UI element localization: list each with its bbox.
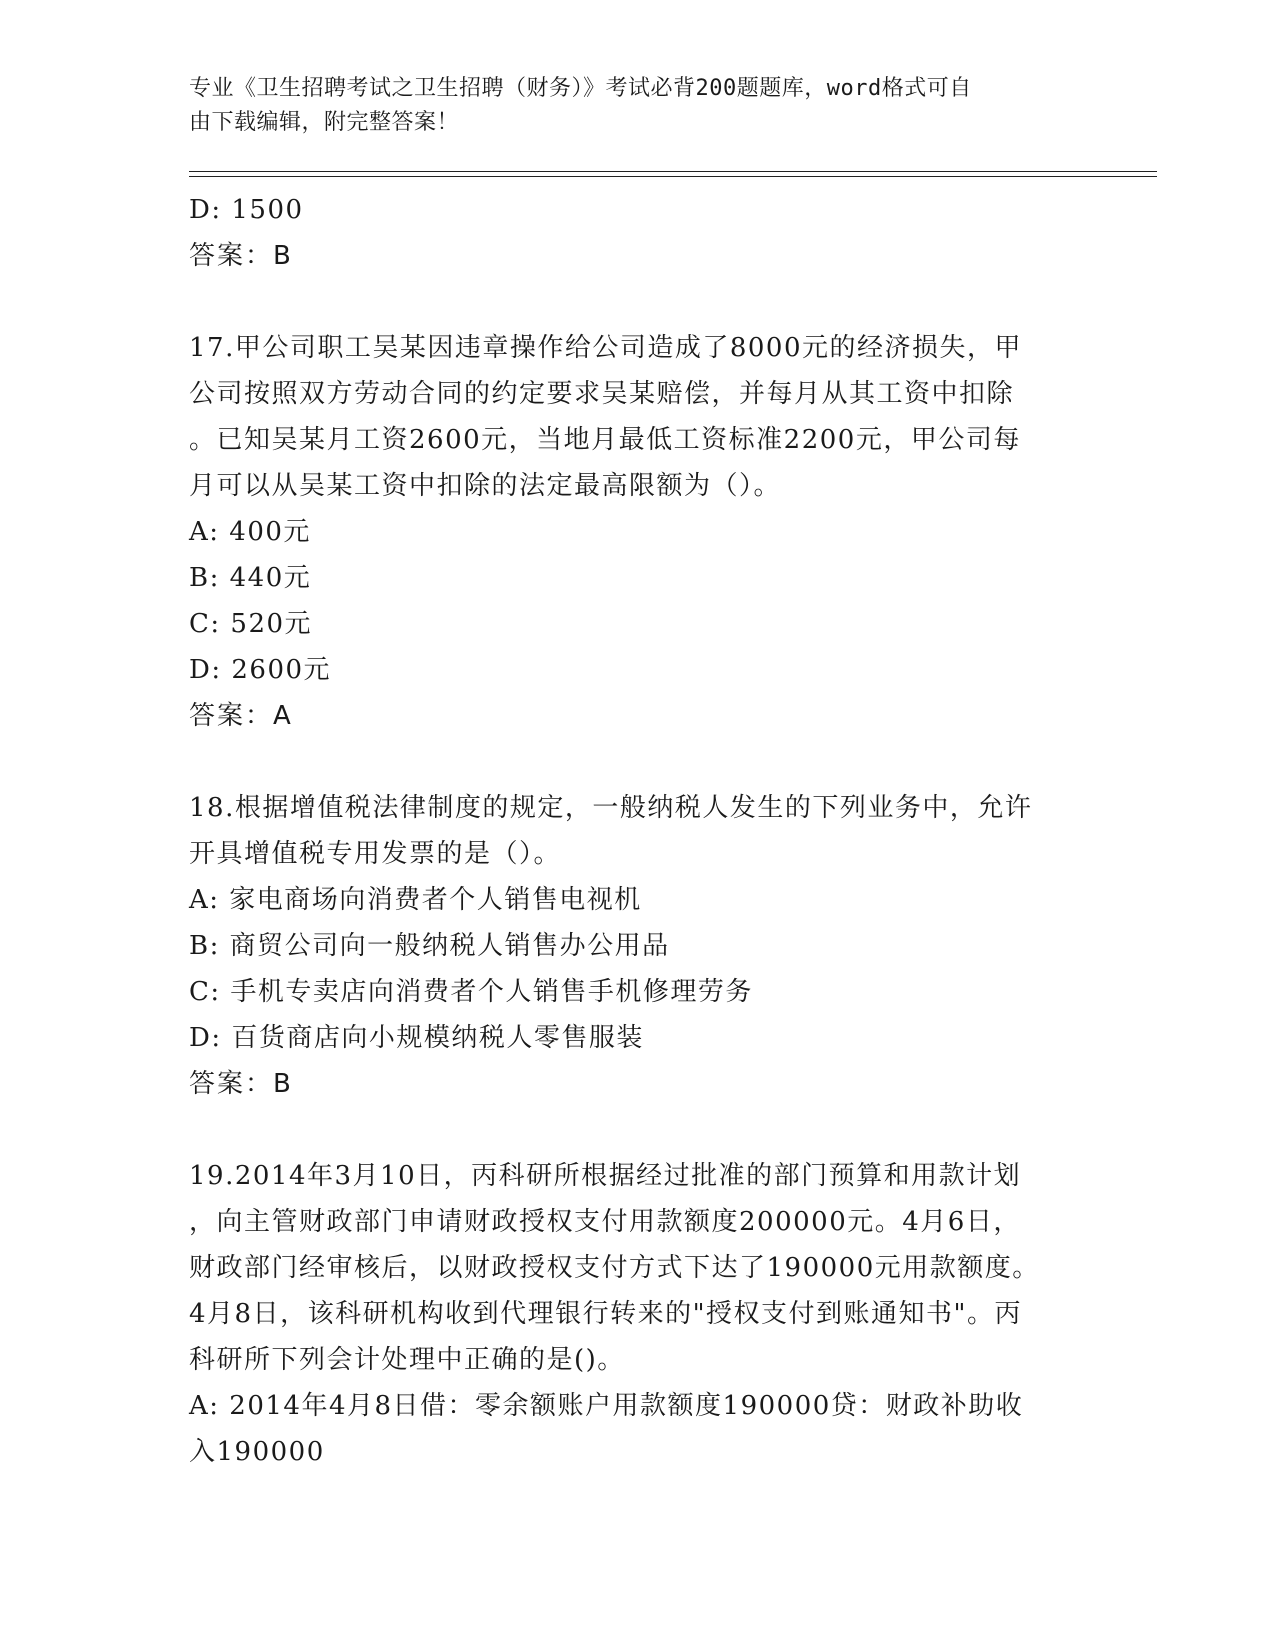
question-17-option-d: D: 2600元 (189, 655, 332, 685)
question-17 (189, 325, 1089, 739)
question-17-option-b: B: 440元 (189, 563, 312, 593)
question-19-option-a: A: 2014年4月8日借：零余额账户用款额度190000贷：财政补助收 (189, 1391, 1024, 1421)
spacer (189, 1107, 1089, 1153)
question-19-text-line: 科研所下列会计处理中正确的是()。 (189, 1345, 625, 1375)
question-18-answer: 答案：B (189, 1069, 293, 1099)
question-content (189, 187, 1089, 1475)
question-18-text-line: 开具增值税专用发票的是（）。 (189, 839, 562, 869)
header-title-line-1: 专业《卫生招聘考试之卫生招聘（财务）》考试必背200题题库，word格式可自 (189, 76, 972, 101)
question-19-text-line: ，向主管财政部门申请财政授权支付用款额度200000元。4月6日， (189, 1207, 1021, 1237)
question-17-text-line: 17.甲公司职工吴某因违章操作给公司造成了8000元的经济损失，甲 (189, 333, 1023, 363)
question-17-option-c: C: 520元 (189, 609, 313, 639)
question-17-text-line: 月可以从吴某工资中扣除的法定最高限额为（）。 (189, 471, 782, 501)
question-17-text-line: 公司按照双方劳动合同的约定要求吴某赔偿，并每月从其工资中扣除 (189, 379, 1015, 409)
question-17-answer: 答案：A (189, 701, 293, 731)
question-18 (189, 785, 1089, 1107)
question-18-option-a: A: 家电商场向消费者个人销售电视机 (189, 885, 642, 915)
question-18-option-d: D: 百货商店向小规模纳税人零售服装 (189, 1023, 644, 1053)
question-18-option-b: B: 商贸公司向一般纳税人销售办公用品 (189, 931, 670, 961)
question-19 (189, 1153, 1089, 1475)
question-18-option-c: C: 手机专卖店向消费者个人销售手机修理劳务 (189, 977, 753, 1007)
previous-answer: 答案：B (189, 241, 293, 271)
question-18-text-line: 18.根据增值税法律制度的规定，一般纳税人发生的下列业务中，允许 (189, 793, 1033, 823)
previous-option-d: D: 1500 (189, 195, 304, 225)
page-header (189, 72, 1089, 140)
question-17-option-a: A: 400元 (189, 517, 311, 547)
question-19-text-line: 4月8日，该科研机构收到代理银行转来的"授权支付到账通知书"。丙 (189, 1299, 1023, 1329)
header-title-line-2: 由下载编辑，附完整答案！ (189, 110, 460, 135)
header-rule-bottom (189, 176, 1157, 177)
header-rule-top (189, 171, 1157, 172)
question-19-text-line: 财政部门经审核后，以财政授权支付方式下达了190000元用款额度。 (189, 1253, 1040, 1283)
spacer (189, 739, 1089, 785)
question-17-text-line: 。已知吴某月工资2600元，当地月最低工资标准2200元，甲公司每 (189, 425, 1021, 455)
question-19-text-line: 19.2014年3月10日，丙科研所根据经过批准的部门预算和用款计划 (189, 1161, 1022, 1191)
spacer (189, 279, 1089, 325)
question-19-option-a-continued: 入190000 (189, 1437, 325, 1467)
